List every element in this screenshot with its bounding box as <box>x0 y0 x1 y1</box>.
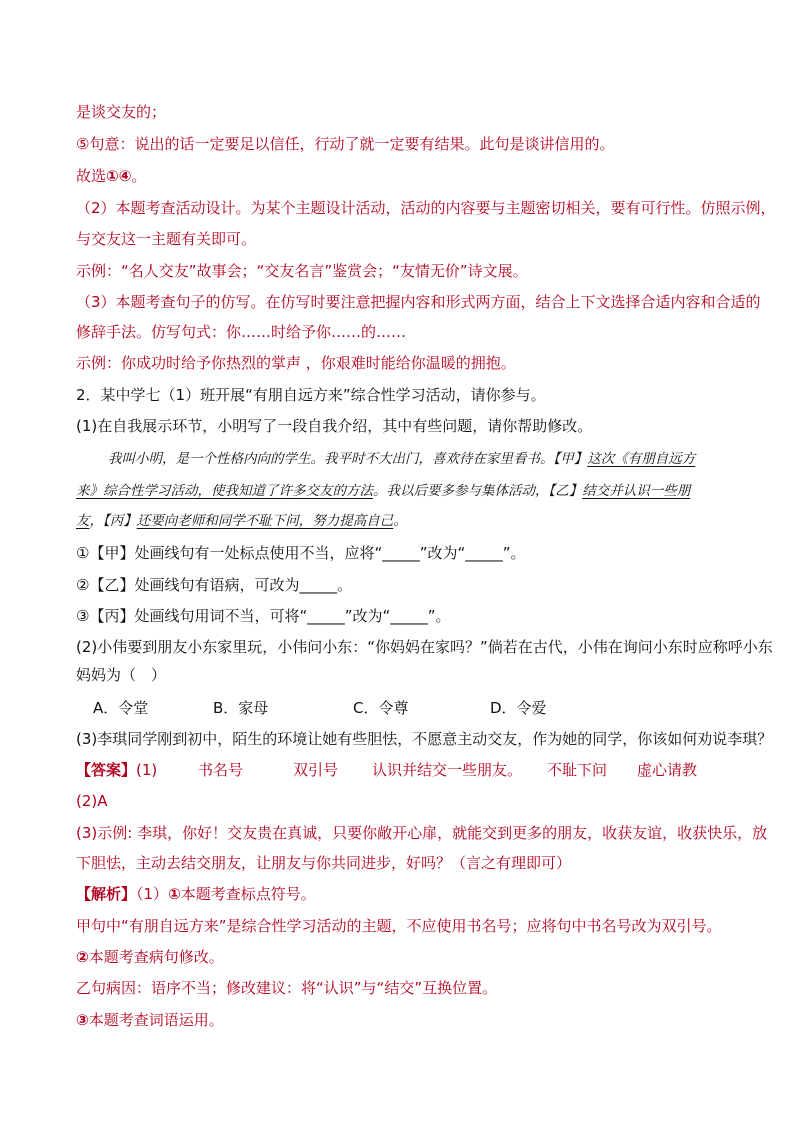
options-row <box>93 698 590 718</box>
option-c: C．令尊 <box>353 699 409 717</box>
answer-label: 【答案】 <box>76 761 137 779</box>
line: 示例：你成功时给予你热烈的掌声 ，你艰难时能给你温暖的拥抱。 <box>76 354 516 372</box>
line: （3）本题考查句子的仿写。在仿写时要注意把握内容和形式两方面，结合上下文选择合适内容和合适的 <box>76 293 761 311</box>
line: 是谈交友的； <box>76 103 167 121</box>
circled-number: ⑤ <box>76 135 90 153</box>
intro-passage-line: 友，【丙】还要向老师和同学不耻下问，努力提高自己。 <box>76 513 407 529</box>
line: 故选①④。 <box>76 167 147 185</box>
circled-number: ① <box>168 885 181 903</box>
analysis-line: 【解析】（1）①本题考查标点符号。 <box>76 885 316 903</box>
circled-number: ② <box>76 948 89 966</box>
question-line: (1)在自我展示环节，小明写了一段自我介绍，其中有些问题，请你帮助修改。 <box>76 417 593 435</box>
option-b: B．家母 <box>213 699 269 717</box>
answer-line: (3)示例: 李琪，你好！交友贵在真诚，只要你敞开心扉，就能交到更多的朋友，收获友谊，收获快乐，放 <box>76 824 768 842</box>
analysis-line: ②本题考查病句修改。 <box>76 948 224 966</box>
analysis-label: 【解析】 <box>76 885 137 903</box>
line: （2）本题考查活动设计。为某个主题设计活动，活动的内容要与主题密切相关，要有可行性。仿照示例， <box>76 199 776 217</box>
sub-question: ①【甲】处画线句有一处标点使用不当，应将“_____”改为“_____”。 <box>76 544 526 562</box>
line: 与交友这一主题有关即可。 <box>76 230 257 248</box>
intro-passage-line: 我叫小明，是一个性格内向的学生。我平时不大出门，喜欢待在家里看书。【甲】这次《有朋自远方 <box>108 451 696 467</box>
line: 修辞手法。仿写句式：你……时给予你……的…… <box>76 323 407 341</box>
circled-number: ③ <box>76 1011 89 1029</box>
question-title: 2．某中学七（1）班开展“有朋自远方来”综合性学习活动，请你参与。 <box>76 386 546 404</box>
option-a: A．令堂 <box>93 699 149 717</box>
answer-line: (2)A <box>76 792 108 810</box>
question-line: 妈妈为（ ） <box>76 666 167 684</box>
sub-question: ③【丙】处画线句用词不当，可将“_____”改为“_____”。 <box>76 607 451 625</box>
question-line: (3)李琪同学刚到初中，陌生的环境让她有些胆怯，不愿意主动交友，作为她的同学，你该如何劝说李琪？ <box>76 730 773 748</box>
analysis-line: 甲句中“有朋自远方来”是综合性学习活动的主题，不应使用书名号；应将句中书名号改为双引号。 <box>76 917 722 935</box>
analysis-line: 乙句病因：语序不当；修改建议：将“认识”与“结交”互换位置。 <box>76 979 498 997</box>
answer-line: 【答案】(1) 书名号 双引号 认识并结交一些朋友。 不耻下问 虚心请教 <box>76 761 698 779</box>
option-d: D．令爱 <box>490 699 547 717</box>
intro-passage-line: 来》综合性学习活动，使我知道了许多交友的方法。我以后要多参与集体活动，【乙】结交并认识一些朋 <box>76 483 691 499</box>
question-line: (2)小伟要到朋友小东家里玩，小伟问小东：“你妈妈在家吗？”倘若在古代，小伟在询问小东时应称呼小东 <box>76 638 773 656</box>
circled-number: ①④ <box>106 167 132 185</box>
analysis-line: ③本题考查词语运用。 <box>76 1011 224 1029</box>
sub-question: ②【乙】处画线句有语病，可改为_____。 <box>76 576 352 594</box>
answer-line: 下胆怯，主动去结交朋友，让朋友与你共同进步，好吗？（言之有理即可） <box>76 854 572 872</box>
line: 示例：“名人交友”故事会；“交友名言”鉴赏会；“友情无价”诗文展。 <box>76 262 528 280</box>
line: ⑤句意：说出的话一定要足以信任，行动了就一定要有结果。此句是谈讲信用的。 <box>76 135 615 153</box>
